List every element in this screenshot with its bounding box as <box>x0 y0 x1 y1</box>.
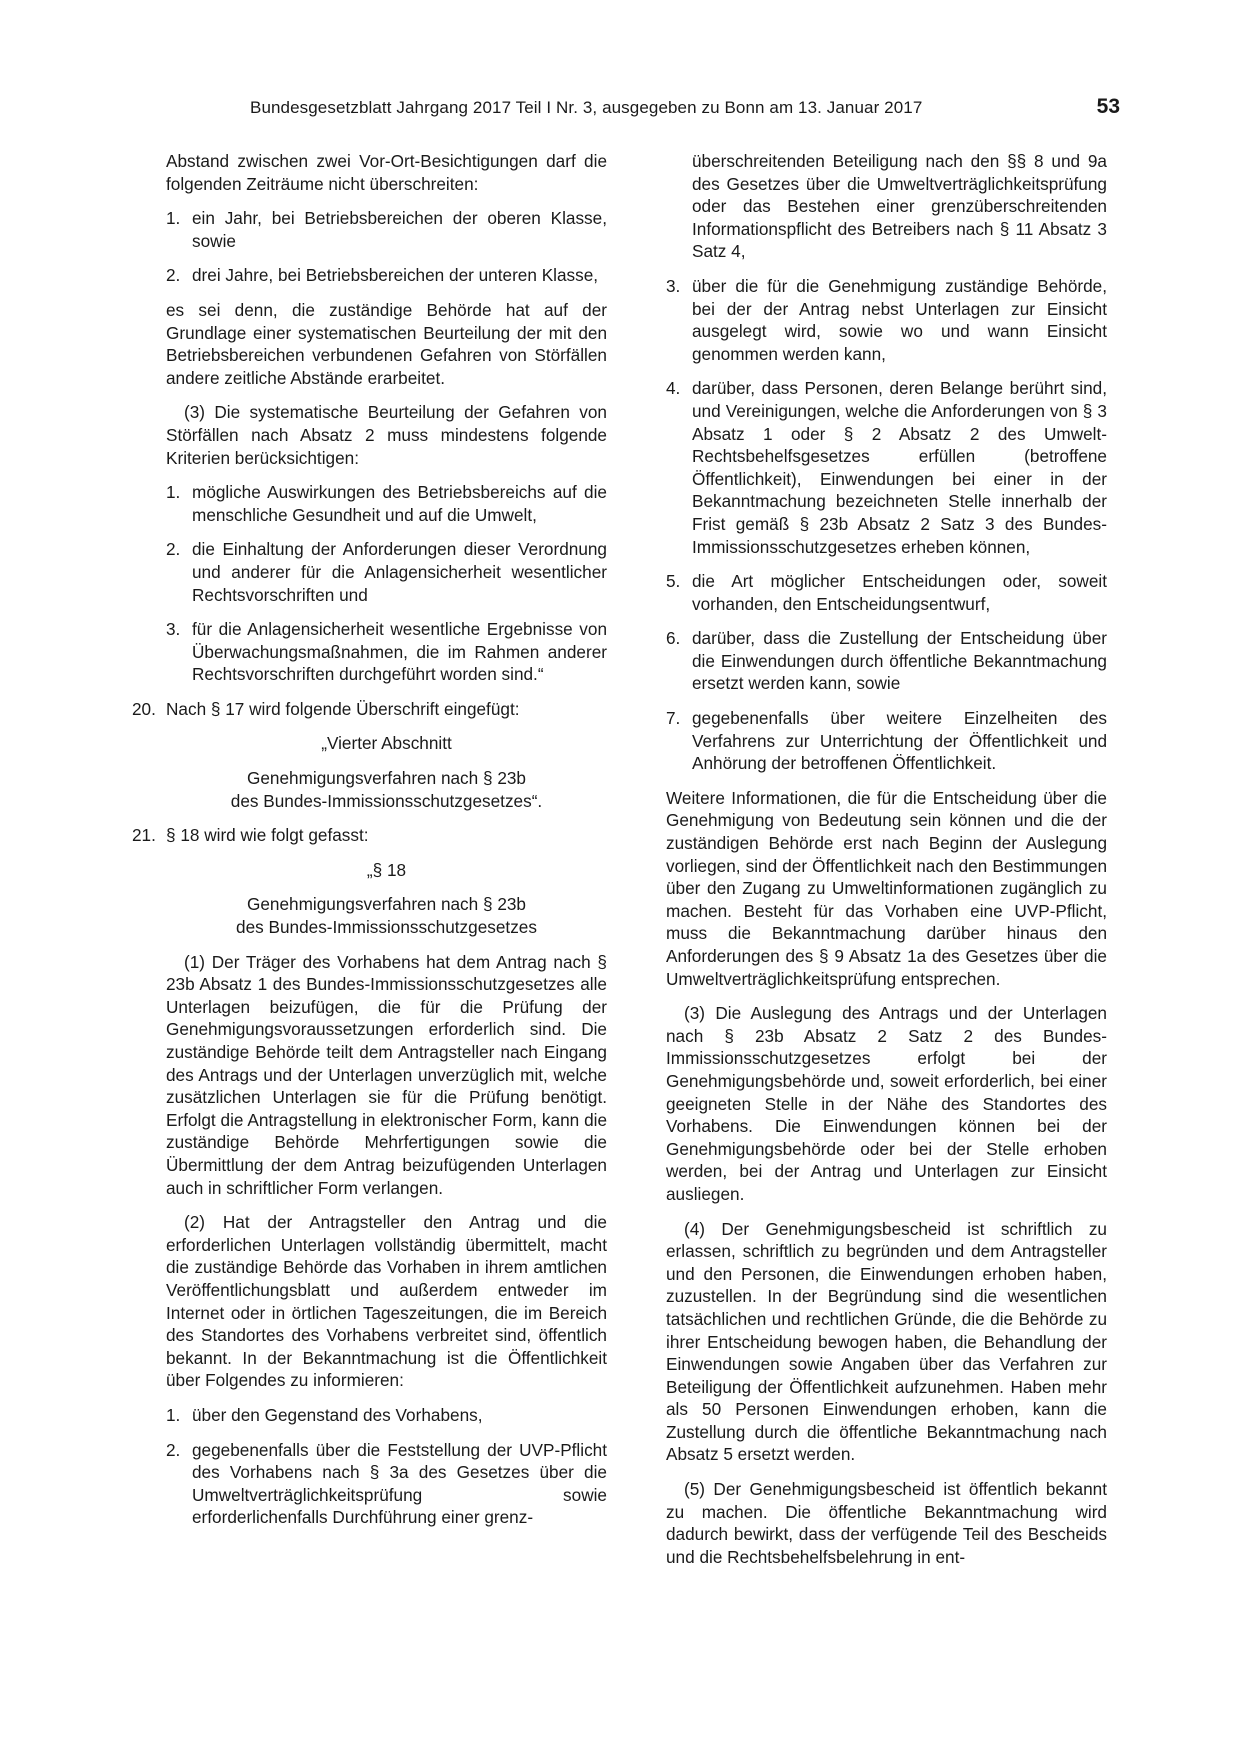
list-number: 1. <box>166 1404 181 1425</box>
list-item <box>166 264 607 287</box>
list-number: 2. <box>166 1439 181 1460</box>
list-number: 3. <box>666 275 681 296</box>
list-text: die Einhaltung der Anforderungen dieser Verordnung und anderer für die Anlagensicherheit wesentlicher Rechtsvorschriften und <box>192 539 607 605</box>
list-text: gegebenenfalls über die Feststellung der UVP-Pflicht des Vorhabens nach § 3a des Gesetzes über die Umweltverträglichkeitsprüfung sowie erforderlichenfalls Durchführung einer grenz- <box>192 1439 607 1528</box>
list-text: überschreitenden Beteiligung nach den §§ 8 und 9a des Gesetzes über die Umweltverträglichkeitsprüfung oder das Bestehen einer grenzüberschreitenden Informationspflicht des Betreibers nach § 11 Absatz 3 Satz 4, <box>692 151 1107 262</box>
paragraph-absatz-5: (5) Der Genehmigungsbescheid ist öffentlich bekannt zu machen. Die öffentliche Bekanntmachung wird dadurch bewirkt, dass der verfügende Teil des Bescheids und die Rechtsbehelfsbelehrung in ent- <box>666 1479 1107 1567</box>
paragraph-absatz-1: (1) Der Träger des Vorhabens hat dem Antrag nach § 23b Absatz 1 des Bundes-Immissionsschutzgesetzes alle Unterlagen beizufügen, die für die Prüfung der Genehmigungsvoraussetzungen erforderlich sind. Die zuständige Behörde teilt dem Antragsteller nach Eingang des Antrags und der Unterlagen unverzüglich mit, welche zusätzlichen Unterlagen sie für die Prüfung benötigt. Erfolgt die Antragstellung in elektronischer Form, kann die zuständige Behörde Mehrfertigungen sowie die Übermittlung der dem Antrag beizufügenden Unterlagen auch in schriftlicher Form verlangen. <box>166 951 607 1198</box>
list-text: über die für die Genehmigung zuständige Behörde, bei der der Antrag nebst Unterlagen zur Einsicht ausgelegt wird, sowie wo und wann Einsicht genommen werden kann, <box>692 275 1107 364</box>
list-item <box>666 707 1107 775</box>
list-item <box>166 1439 607 1529</box>
heading-line: des Bundes-Immissionsschutzgesetzes <box>236 917 537 938</box>
list-number: 4. <box>666 378 681 399</box>
paragraph-absatz-4: (4) Der Genehmigungsbescheid ist schriftlich zu erlassen, schriftlich zu begründen und dem Antragsteller und den Personen, die Einwendungen erhoben haben, zuzustellen. In der Begründung sind die wesentlichen tatsächlichen und rechtlichen Gründe, die die Behörde zu ihrer Entscheidung bewogen haben, die Behandlung der Einwendungen sowie Angaben über das Verfahren zur Beteiligung der Öffentlichkeit aufzunehmen. Haben mehr als 50 Personen Einwendungen erhoben, kann die Zustellung durch die öffentliche Bekanntmachung nach Absatz 5 ersetzt werden. <box>666 1218 1107 1465</box>
list-number: 6. <box>666 628 681 649</box>
paragraph-heading: „§ 18 <box>366 859 407 880</box>
list-number: 5. <box>666 571 681 592</box>
list-text: mögliche Auswirkungen des Betriebsbereichs auf die menschliche Gesundheit und auf die Umwelt, <box>192 482 607 525</box>
list-item <box>666 275 1107 365</box>
page-number: 53 <box>1096 95 1120 118</box>
list-number: 2. <box>166 265 181 286</box>
item-text: § 18 wird wie folgt gefasst: <box>166 825 369 846</box>
right-column <box>666 150 1107 1580</box>
list-item-continuation <box>666 150 1107 263</box>
list-number: 1. <box>166 482 181 503</box>
list-text: darüber, dass die Zustellung der Entscheidung über die Einwendungen durch öffentliche Bekanntmachung ersetzt werden kann, sowie <box>692 628 1107 694</box>
paragraph-absatz-3: (3) Die Auslegung des Antrags und der Unterlagen nach § 23b Absatz 2 Satz 2 des Bundes-Immissionsschutzgesetzes erfolgt bei der Genehmigungsbehörde und, soweit erforderlich, bei einer geeigneten Stelle in der Nähe des Standortes des Vorhabens. Die Einwendungen können bei der Genehmigungsbehörde oder bei der Stelle erhoben werden, bei der Antrag und Unterlagen zur Einsicht ausliegen. <box>666 1003 1107 1204</box>
list-item <box>666 377 1107 558</box>
section-heading: „Vierter Abschnitt <box>321 733 452 754</box>
list-item <box>166 1404 607 1427</box>
item-text: Nach § 17 wird folgende Überschrift eingefügt: <box>166 698 520 719</box>
list-text: die Art möglicher Entscheidungen oder, soweit vorhanden, den Entscheidungsentwurf, <box>692 571 1107 614</box>
paragraph-subheading <box>166 893 607 938</box>
list-number: 1. <box>166 208 181 229</box>
list-text: darüber, dass Personen, deren Belange berührt sind, und Vereinigungen, welche die Anforderungen von § 3 Absatz 1 oder § 2 Absatz 2 des Umwelt-Rechtsbehelfsgesetzes erfüllen (betroffene Öffentlichkeit), Einwendungen bei einer in der Bekanntmachung bezeichneten Stelle innerhalb der Frist gemäß § 23b Absatz 2 Satz 3 des Bundes-Immissionsschutzgesetzes erheben können, <box>692 378 1107 557</box>
left-column <box>132 150 607 1541</box>
heading-line: Genehmigungsverfahren nach § 23b <box>246 768 526 789</box>
list-text: über den Gegenstand des Vorhabens, <box>192 1404 483 1425</box>
list-item <box>166 538 607 606</box>
amendment-item-21 <box>132 824 607 847</box>
list-number: 3. <box>166 619 181 640</box>
header-text: Bundesgesetzblatt Jahrgang 2017 Teil I Nr. 3, ausgegeben zu Bonn am 13. Januar 2017 <box>250 98 923 117</box>
list-item <box>666 627 1107 695</box>
list-number: 2. <box>166 539 181 560</box>
item-number: 21. <box>132 825 156 846</box>
list-text: für die Anlagensicherheit wesentliche Ergebnisse von Überwachungsmaßnahmen, die im Rahmen anderer Rechtsvorschriften durchgeführt worden sind.“ <box>192 619 607 685</box>
paragraph: Abstand zwischen zwei Vor-Ort-Besichtigungen darf die folgenden Zeiträume nicht überschreiten: <box>166 151 607 194</box>
page-header <box>250 95 1120 126</box>
list-item <box>166 481 607 526</box>
list-number: 7. <box>666 708 681 729</box>
section-subheading <box>166 767 607 812</box>
list-text: gegebenenfalls über weitere Einzelheiten des Verfahrens zur Unterrichtung der Öffentlichkeit und Anhörung der betroffenen Öffentlichkeit. <box>692 708 1107 774</box>
list-item <box>166 618 607 686</box>
list-item <box>666 570 1107 615</box>
amendment-item-20 <box>132 698 607 721</box>
item-number: 20. <box>132 698 156 719</box>
heading-line: des Bundes-Immissionsschutzgesetzes“. <box>230 790 543 811</box>
heading-line: Genehmigungsverfahren nach § 23b <box>246 894 526 915</box>
paragraph: Weitere Informationen, die für die Entscheidung über die Genehmigung von Bedeutung sein können und die der zuständigen Behörde erst nach Beginn der Auslegung vorliegen, sind der Öffentlichkeit nach den Bestimmungen über den Zugang zu Umweltinformationen zugänglich zu machen. Besteht für das Vorhaben eine UVP-Pflicht, muss die Bekanntmachung darüber hinaus den Anforderungen des § 9 Absatz 1a des Gesetzes über die Umweltverträglichkeitsprüfung entsprechen. <box>666 787 1107 989</box>
list-item <box>166 207 607 252</box>
list-text: ein Jahr, bei Betriebsbereichen der oberen Klasse, sowie <box>192 208 607 251</box>
paragraph-absatz-2: (2) Hat der Antragsteller den Antrag und die erforderlichen Unterlagen vollständig übermittelt, macht die zuständige Behörde das Vorhaben in ihrem amtlichen Veröffentlichungsblatt und außerdem entweder im Internet oder in örtlichen Tageszeitungen, die im Bereich des Standortes des Vorhabens verbreitet sind, öffentlich bekannt. In der Bekanntmachung ist die Öffentlichkeit über Folgendes zu informieren: <box>166 1212 607 1391</box>
paragraph: es sei denn, die zuständige Behörde hat auf der Grundlage einer systematischen Beurteilung der mit den Betriebsbereichen verbundenen Gefahren von Störfällen andere zeitliche Abstände erarbeitet. <box>166 299 607 388</box>
paragraph-absatz-3: (3) Die systematische Beurteilung der Gefahren von Störfällen nach Absatz 2 muss mindestens folgende Kriterien berücksichtigen: <box>166 402 607 468</box>
list-text: drei Jahre, bei Betriebsbereichen der unteren Klasse, <box>192 265 599 286</box>
